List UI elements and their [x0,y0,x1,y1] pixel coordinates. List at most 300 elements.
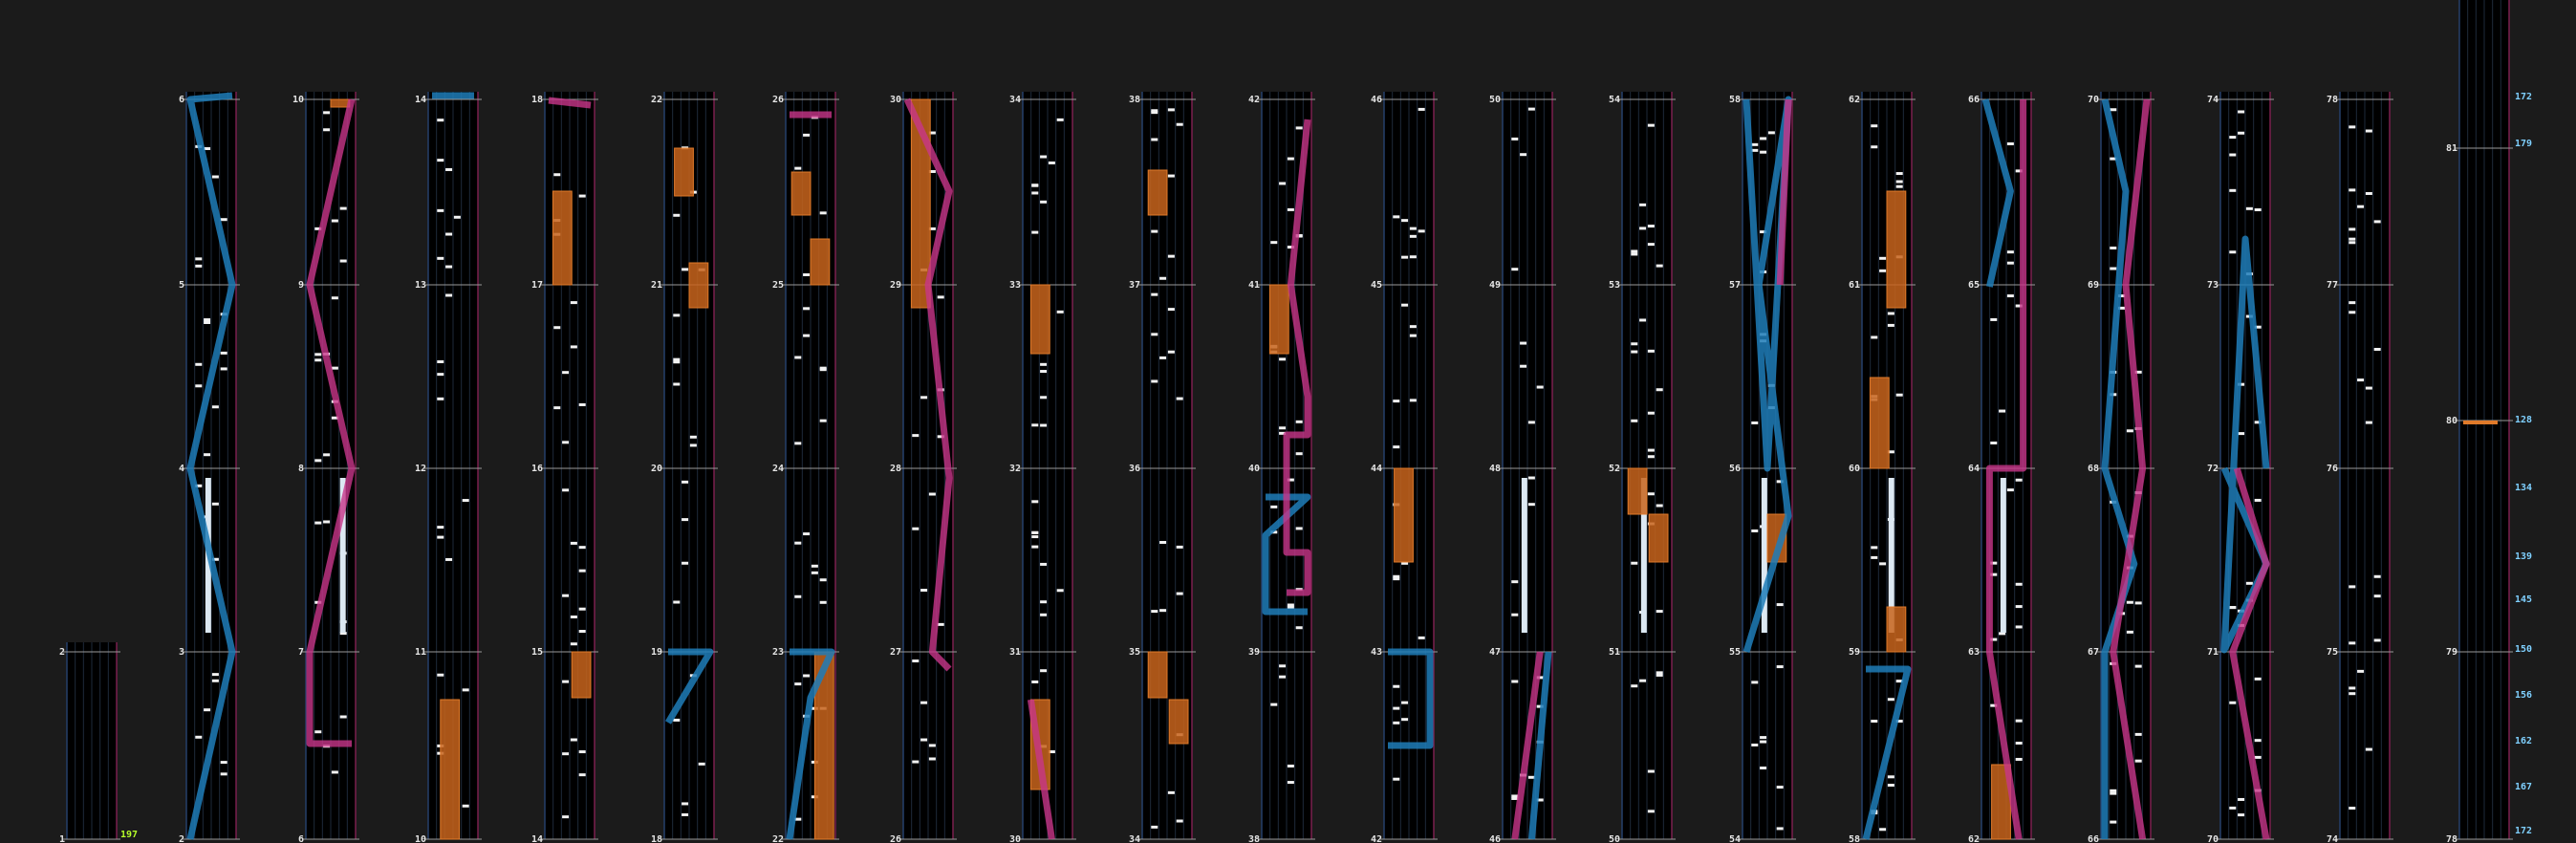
tap-note [1057,311,1064,313]
tap-note [195,265,202,268]
tap-note [204,453,210,456]
tap-note [1648,492,1655,495]
measure-number: 20 [650,464,662,474]
tap-note [673,719,680,722]
tap-note [1393,215,1399,218]
measure-number: 77 [2326,280,2338,291]
measure-number: 66 [1967,95,1980,105]
tap-note [562,752,569,755]
combo-count: 156 [2515,690,2533,701]
tap-note [912,528,919,530]
tap-note [2016,625,2023,628]
chart-column [890,92,957,843]
fx-hold-note [689,263,708,308]
measure-number: 26 [771,95,784,105]
tap-note [437,536,444,539]
measure-number: 56 [1728,464,1741,474]
tap-note [1639,204,1646,206]
tap-note [912,434,919,437]
tap-note [690,436,697,439]
measure-number: 37 [1128,280,1140,291]
fx-hold-note [1887,607,1906,652]
tap-note [1288,781,1294,784]
tap-note [1656,505,1663,508]
fx-hold-note [675,148,694,196]
tap-note [1639,227,1646,229]
tap-note [2110,268,2116,270]
tap-note [445,558,452,561]
combo-count: 172 [2515,92,2533,102]
tap-note [1656,674,1663,677]
tap-note [1990,318,1997,321]
tap-note [323,453,330,456]
measure-number: 22 [650,95,662,105]
tap-note [1990,442,1997,444]
tap-note [794,167,801,170]
chart-column [1729,92,1796,843]
tap-note [1888,324,1894,327]
measure-number: 8 [297,464,304,474]
chart-column [179,92,240,843]
tap-note [332,220,338,223]
measure-number: 49 [1488,280,1501,291]
tap-note [1777,827,1784,830]
tap-note [1031,191,1038,194]
tap-note [1168,255,1175,258]
tap-note [1648,455,1655,458]
tap-note [221,761,227,764]
tap-note [803,307,810,310]
chart-column [1009,92,1076,843]
tap-note [571,345,577,348]
fx-hold-note [1169,700,1188,744]
tap-note [1031,231,1038,234]
tap-note [579,403,586,406]
tap-note [1631,249,1637,252]
measure-number: 46 [1370,95,1382,105]
tap-note [314,522,321,525]
measure-number: 36 [1128,464,1140,474]
combo-count: 139 [2515,551,2533,562]
measure-number: 48 [1488,464,1501,474]
combo-count: 128 [2515,415,2533,425]
fx-hold-note [1269,285,1288,354]
tap-note [1410,399,1417,401]
tap-note [463,499,469,502]
tap-note [1040,201,1047,204]
tap-note [1279,357,1286,360]
tap-note [929,744,936,746]
tap-note [1288,208,1294,211]
tap-note [553,406,560,409]
measure-number: 67 [2087,647,2099,658]
combo-count: 145 [2515,594,2533,605]
tap-note [332,296,338,299]
tap-note [2135,760,2142,763]
tap-note [2349,188,2355,191]
tap-note [332,770,338,773]
tap-note [1151,379,1158,382]
measure-number: 31 [1008,647,1021,658]
tap-note [1760,736,1766,739]
measure-number: 14 [414,95,426,105]
measure-number: 42 [1247,95,1260,105]
fx-hold-note [572,652,591,698]
tap-note [332,367,338,370]
measure-number: 78 [2326,95,2338,105]
tap-note [579,570,586,573]
measure-number: 53 [1608,280,1620,291]
tap-note [1879,562,1886,565]
tap-note [1751,744,1758,746]
fx-hold-note [1887,191,1906,308]
tap-note [2374,575,2381,578]
measure-number: 64 [1967,464,1980,474]
tap-note [1031,546,1038,549]
tap-note [1393,445,1399,448]
tap-note [1296,626,1303,629]
tap-note [2016,583,2023,586]
tap-note [1879,270,1886,272]
fx-hold-note [1628,468,1647,514]
tap-note [437,398,444,400]
tap-note [437,360,444,363]
tap-note [1879,828,1886,831]
measure-number: 9 [297,280,304,291]
tap-note [2246,582,2253,585]
tap-note [1751,681,1758,683]
tap-note [1888,312,1894,314]
combo-count: 167 [2515,782,2533,792]
measure-number: 35 [1128,647,1140,658]
tap-note [690,443,697,446]
tap-note [699,763,705,766]
measure-number: 74 [2206,95,2219,105]
measure-number: 19 [650,647,662,658]
tap-note [1528,108,1535,111]
tap-note [212,176,219,179]
tap-note [2016,605,2023,608]
fx-hold-note [331,99,350,107]
tap-note [682,802,688,805]
laser-right [549,100,591,105]
tap-note [1656,610,1663,613]
tap-note [938,295,944,298]
tap-note [571,301,577,304]
tap-note [445,293,452,296]
fx-hold-note [1649,514,1668,562]
tap-note [803,675,810,678]
tap-note [1418,229,1425,232]
tap-note [1151,139,1158,141]
tap-note [820,420,827,422]
tap-note [437,159,444,162]
chart-column [1371,92,1438,843]
tap-note [437,119,444,121]
measure-number: 62 [1848,95,1860,105]
tap-note [1040,614,1047,616]
tap-note [2238,132,2244,135]
tap-note [2255,756,2262,759]
measure-number: 11 [414,647,426,658]
tap-note [2238,110,2244,113]
tap-note [2238,798,2244,801]
tap-note [340,207,347,210]
tap-note [1511,680,1518,682]
tap-note [1296,126,1303,129]
measure-number: 6 [178,95,184,105]
measure-number: 3 [178,647,184,658]
tap-note [195,257,202,260]
tap-note [2016,479,2023,482]
tap-note [682,481,688,484]
tap-note [221,772,227,775]
measure-number: 10 [414,834,426,843]
tap-note [1896,185,1903,188]
tap-note [1288,765,1294,767]
measure-number: 79 [2445,647,2457,658]
tap-note [1393,685,1399,688]
tap-note [1151,610,1158,613]
tap-note [1177,819,1183,822]
tap-note [1760,151,1766,154]
tap-note [212,405,219,408]
tap-note [579,773,586,776]
fx-hold-note [1030,285,1050,354]
tap-note [1401,718,1408,721]
tap-note [2374,638,2381,641]
chart-column [531,92,598,843]
chart-column [2327,92,2393,843]
fx-hold-note [1148,652,1167,698]
measure-number: 18 [530,95,543,105]
tap-note [2229,250,2236,253]
tap-note [1888,775,1894,778]
measure-number: 81 [2445,143,2457,154]
measure-number: 51 [1608,647,1620,658]
measure-number: 62 [1967,834,1980,843]
tap-note [1031,500,1038,503]
tap-note [1511,580,1518,583]
tap-note [2007,294,2014,297]
measure-number: 2 [58,647,65,658]
combo-count: 162 [2515,736,2533,746]
final-combo-count: 197 [120,830,139,840]
measure-number: 70 [2206,834,2219,843]
tap-note [2135,733,2142,736]
measure-number: 27 [889,647,901,658]
measure-number: 73 [2206,280,2219,291]
tap-note [1648,412,1655,415]
tap-note [2007,142,2014,145]
measure-number: 78 [2445,834,2457,843]
measure-number: 12 [414,464,426,474]
measure-number: 71 [2206,647,2219,658]
measure-number: 44 [1370,464,1382,474]
fx-hold-note [791,172,811,215]
measure-number: 25 [771,280,784,291]
tap-note [1040,424,1047,427]
measure-number: 38 [1247,834,1260,843]
tap-note [794,542,801,545]
tap-note [2255,208,2262,211]
fx-hold-note [1870,378,1889,468]
tap-note [812,565,818,568]
tap-note [1751,530,1758,532]
tap-note [1528,477,1535,480]
tap-note [1888,784,1894,787]
tap-note [1896,394,1903,397]
measure-number: 10 [292,95,304,105]
tap-note [1896,172,1903,175]
tap-note [463,688,469,691]
chart-column [415,92,482,843]
measure-number: 45 [1370,280,1382,291]
tap-note [2357,378,2364,381]
tap-note [1751,143,1758,146]
tap-note [314,730,321,733]
tap-note [1159,277,1166,280]
tap-note [579,750,586,753]
measure-number: 59 [1848,647,1860,658]
tap-note [1871,124,1877,127]
tap-note [1159,609,1166,612]
tap-note [463,805,469,808]
tap-note [1177,123,1183,126]
tap-note [445,266,452,269]
tap-note [553,173,560,176]
tap-note [1040,370,1047,373]
tap-note [2374,348,2381,351]
tap-note [673,601,680,604]
tap-note [195,736,202,739]
tap-note [1760,741,1766,744]
tap-note [1393,577,1399,580]
tap-note [1031,423,1038,426]
tap-note [1159,357,1166,359]
tap-note [2135,665,2142,668]
tap-note [2127,601,2133,604]
tap-note [2016,758,2023,761]
tap-note [2349,311,2355,313]
tap-note [1296,421,1303,423]
measure-number: 15 [530,647,543,658]
tap-note [929,757,936,760]
tap-note [579,630,586,633]
tap-note [1410,235,1417,238]
tap-note [314,459,321,462]
tap-note [562,681,569,683]
tap-note [2238,813,2244,816]
tap-note [437,526,444,529]
tap-note [571,739,577,742]
tap-note [2349,686,2355,689]
tap-note [794,682,801,685]
tap-note [2016,720,2023,723]
tap-note [1031,531,1038,534]
measure-number: 46 [1488,834,1501,843]
fx-hold-note [1148,170,1167,215]
tap-note [1279,676,1286,679]
tap-note [1648,449,1655,452]
tap-note [1401,702,1408,704]
measure-number: 57 [1728,280,1741,291]
tap-note [1177,398,1183,400]
measure-number: 70 [2087,95,2099,105]
tap-note [1511,268,1518,270]
tap-note [1159,541,1166,544]
tap-note [1871,145,1877,148]
tap-note [1270,506,1277,508]
tap-note [212,673,219,676]
tap-note [1656,265,1663,268]
tap-note [803,335,810,337]
fx-hold-note [441,700,460,839]
measure-number: 47 [1488,647,1501,658]
tap-note [1040,156,1047,159]
tap-note [1040,363,1047,366]
tap-note [2127,631,2133,634]
measure-number: 17 [530,280,543,291]
tap-note [562,371,569,374]
tap-note [562,594,569,597]
tap-note [1040,396,1047,399]
measure-number: 30 [1008,834,1021,843]
tap-note [2349,227,2355,230]
tap-note [1393,778,1399,781]
fx-hold-note [811,239,830,285]
chart-column [1129,92,1196,843]
measure-number: 6 [297,834,304,843]
tap-note [1631,684,1637,687]
tap-note [2366,192,2372,195]
measure-number: 38 [1128,95,1140,105]
tap-note [2366,422,2372,424]
tap-note [571,616,577,618]
tap-note [1031,184,1038,186]
chart-column [1489,92,1556,843]
tap-note [1639,318,1646,321]
tap-note [1520,365,1526,368]
tap-note [1151,333,1158,335]
measure-number: 5 [178,280,184,291]
measure-number: 80 [2445,416,2457,426]
tap-note [2110,821,2116,824]
measure-number: 54 [1608,95,1620,105]
combo-count: 179 [2515,139,2533,149]
measure-number: 50 [1488,95,1501,105]
tap-note [794,442,801,444]
tap-note [1879,257,1886,260]
tap-note [1279,182,1286,184]
measure-number: 66 [2087,834,2099,843]
tap-note [673,214,680,217]
tap-note [803,532,810,535]
tap-note [1401,256,1408,259]
combo-count: 172 [2515,826,2533,836]
measure-number: 39 [1247,647,1260,658]
tap-note [2007,250,2014,253]
tap-note [1040,563,1047,566]
tap-note [1418,108,1425,111]
tap-note [323,128,330,131]
tap-note [1648,225,1655,227]
measure-number: 32 [1008,464,1021,474]
tap-note [445,168,452,171]
measure-number: 58 [1728,95,1741,105]
tap-note [1296,452,1303,455]
tap-note [579,608,586,611]
